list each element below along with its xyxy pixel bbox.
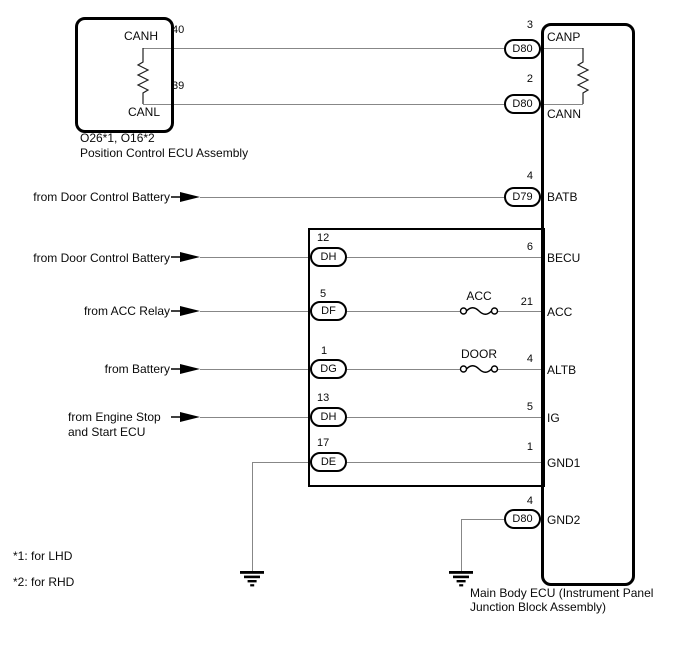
connector-number-1: 1 bbox=[321, 345, 328, 357]
resistor-icon bbox=[575, 48, 591, 104]
switch-icon bbox=[459, 362, 499, 376]
wire-acc-feed bbox=[200, 311, 310, 312]
wire-altb-feed bbox=[200, 369, 310, 370]
pin-label-acc: ACC bbox=[547, 305, 573, 319]
source-label-acc-relay: from ACC Relay bbox=[83, 304, 170, 318]
footnote-rhd: *2: for RHD bbox=[13, 575, 75, 589]
arrow-icon bbox=[171, 363, 203, 375]
source-label-battery: from Battery bbox=[104, 362, 170, 376]
pin-label-gnd2: GND2 bbox=[547, 513, 581, 527]
pin-label-cann: CANN bbox=[547, 107, 582, 121]
connector-dh-becu: DH bbox=[310, 247, 347, 267]
pin-label-altb: ALTB bbox=[547, 363, 577, 377]
arrow-icon bbox=[171, 411, 203, 423]
pin-number-ig: 5 bbox=[526, 401, 533, 413]
pin-number-altb: 4 bbox=[526, 353, 533, 365]
connector-df-acc: DF bbox=[310, 301, 347, 321]
main-ecu-caption-line1: Main Body ECU (Instrument Panel bbox=[470, 586, 654, 600]
footnote-lhd: *1: for LHD bbox=[13, 549, 73, 563]
pin-label-becu: BECU bbox=[547, 251, 581, 265]
source-label-door-control-battery-1: from Door Control Battery bbox=[33, 190, 170, 204]
wire-de-ground-h bbox=[252, 462, 310, 463]
wire-gnd2-v bbox=[461, 519, 462, 571]
pin-label-canl: CANL bbox=[128, 105, 161, 119]
pin-number-cann: 2 bbox=[526, 73, 533, 85]
pin-label-ig: IG bbox=[547, 411, 560, 425]
pin-label-gnd1: GND1 bbox=[547, 456, 581, 470]
pin-number-batb: 4 bbox=[526, 170, 533, 182]
wire-becu-feed bbox=[200, 257, 310, 258]
pin-number-gnd2: 4 bbox=[526, 495, 533, 507]
connector-number-12: 12 bbox=[317, 232, 330, 244]
connector-d80-cann: D80 bbox=[504, 94, 541, 114]
wire-gnd2-h bbox=[461, 519, 504, 520]
pin-label-canp: CANP bbox=[547, 30, 581, 44]
main-ecu-caption-line2: Junction Block Assembly) bbox=[470, 600, 607, 614]
switch-label-acc: ACC bbox=[466, 289, 492, 303]
connector-d79-batb: D79 bbox=[504, 187, 541, 207]
wire-canh bbox=[143, 48, 504, 49]
wire-ig-feed bbox=[200, 417, 310, 418]
connector-dh-ig: DH bbox=[310, 407, 347, 427]
source-label-door-control-battery-2: from Door Control Battery bbox=[33, 251, 170, 265]
position-ecu-name: Position Control ECU Assembly bbox=[80, 146, 249, 160]
arrow-icon bbox=[171, 251, 203, 263]
arrow-icon bbox=[171, 305, 203, 317]
source-label-engine-stop-line1: from Engine Stop bbox=[68, 410, 161, 424]
pin-number-gnd1: 1 bbox=[526, 441, 533, 453]
wire-batb bbox=[200, 197, 504, 198]
pin-number-40: 40 bbox=[172, 24, 185, 36]
connector-d80-gnd2: D80 bbox=[504, 509, 541, 529]
arrow-icon bbox=[171, 191, 203, 203]
wire-canl bbox=[143, 104, 504, 105]
pin-number-39: 39 bbox=[172, 80, 185, 92]
connector-number-5: 5 bbox=[320, 288, 327, 300]
resistor-icon bbox=[135, 48, 151, 104]
switch-icon bbox=[459, 304, 499, 318]
pin-label-canh: CANH bbox=[124, 29, 159, 43]
pin-number-canp: 3 bbox=[526, 19, 533, 31]
connector-de-gnd1: DE bbox=[310, 452, 347, 472]
pin-label-batb: BATB bbox=[547, 190, 578, 204]
wire-de-ground-v bbox=[252, 462, 253, 571]
switch-label-door: DOOR bbox=[461, 347, 497, 361]
position-ecu-code: O26*1, O16*2 bbox=[80, 131, 155, 145]
connector-number-13: 13 bbox=[317, 392, 330, 404]
source-label-engine-stop-line2: and Start ECU bbox=[68, 425, 146, 439]
connector-d80-canp: D80 bbox=[504, 39, 541, 59]
ground-icon bbox=[239, 571, 265, 588]
connector-number-17: 17 bbox=[317, 437, 330, 449]
connector-dg-altb: DG bbox=[310, 359, 347, 379]
pin-number-becu: 6 bbox=[526, 241, 533, 253]
pin-number-acc: 21 bbox=[520, 296, 533, 308]
